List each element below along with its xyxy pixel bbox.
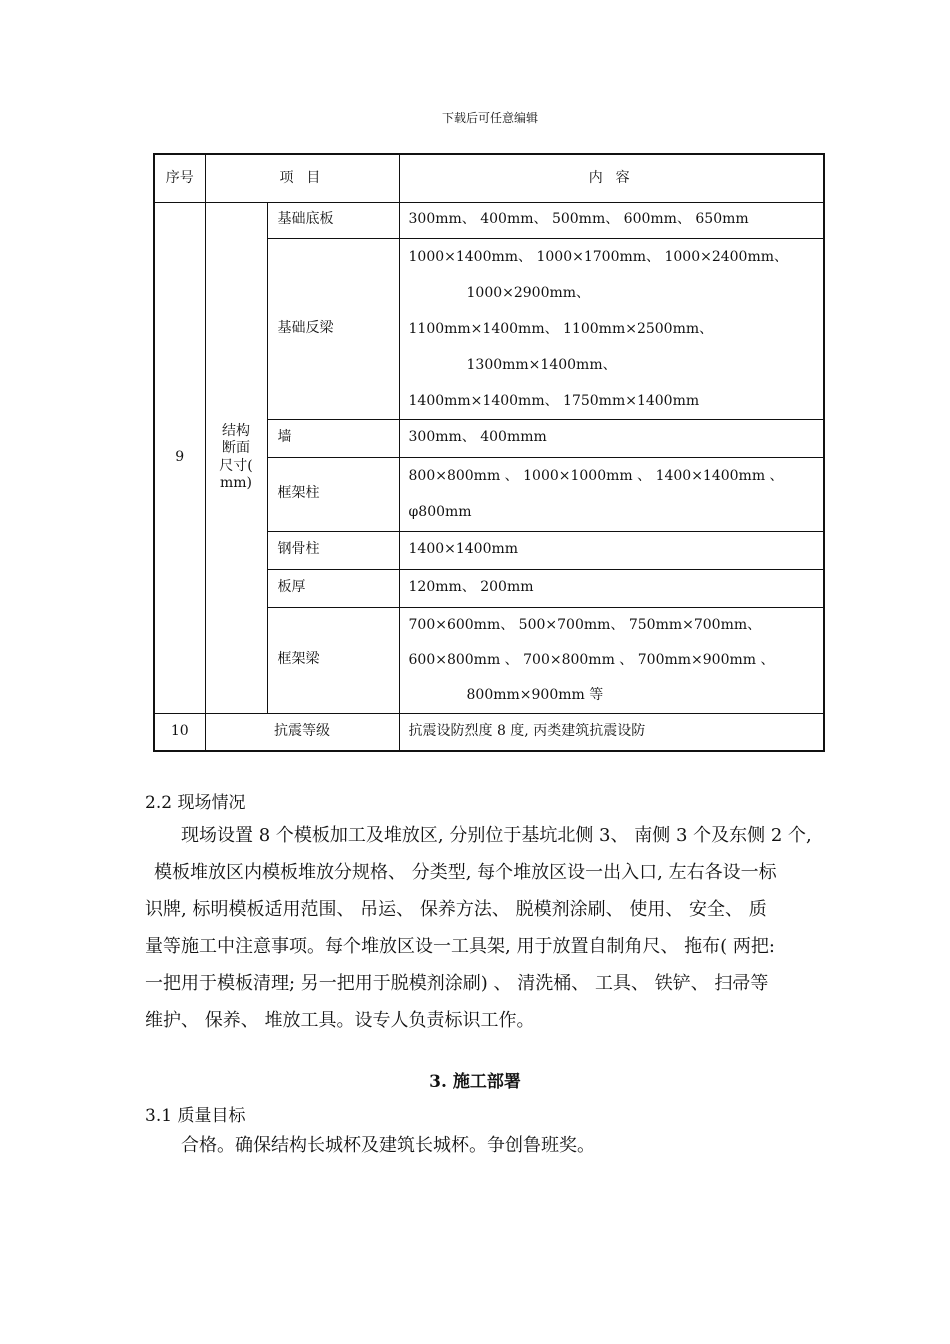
header-num: 序号 [154, 154, 205, 202]
row9-group-label: 结构 断面 尺寸( mm) [205, 202, 267, 713]
section-2-2-body [145, 817, 835, 1039]
section-3-1-body: 合格。确保结构长城杯及建筑长城杯。争创鲁班奖。 [181, 1135, 595, 1156]
row-content: 120mm、 200mm [399, 569, 824, 607]
section-3-title: 3. 施工部署 [429, 1072, 521, 1092]
row-label: 墙 [267, 419, 399, 457]
table-row [154, 713, 824, 751]
row10-num: 10 [154, 713, 205, 751]
table-row [154, 202, 824, 238]
row-label: 基础反梁 [267, 238, 399, 419]
row-content: 1400×1400mm [399, 531, 824, 569]
row-label: 钢骨柱 [267, 531, 399, 569]
paragraph-line: 模板堆放区内模板堆放分规格、 分类型, 每个堆放区设一出入口, 左右各设一标 [154, 862, 777, 883]
row10-content: 抗震设防烈度 8 度, 丙类建筑抗震设防 [399, 713, 824, 751]
row-content: 300mm、 400mmm [399, 419, 824, 457]
row-content: 800×800mm 、 1000×1000mm 、 1400×1400mm 、 φ800mm [399, 457, 824, 531]
row-label: 板厚 [267, 569, 399, 607]
row-content: 700×600mm、 500×700mm、 750mm×700mm、 600×800mm 、 700×800mm 、 700mm×900mm 、 800mm×900mm 等 [399, 607, 824, 713]
paragraph-line: 维护、 保养、 堆放工具。设专人负责标识工作。 [145, 1010, 535, 1031]
row-label: 基础底板 [267, 202, 399, 238]
header-note: 下载后可任意编辑 [441, 111, 538, 125]
row10-item: 抗震等级 [205, 713, 399, 751]
header-content: 内 容 [399, 154, 824, 202]
paragraph-line: 现场设置 8 个模板加工及堆放区, 分别位于基坑北侧 3、 南侧 3 个及东侧 2 个, [181, 825, 812, 846]
section-3-1-title: 3.1 质量目标 [145, 1106, 246, 1126]
table-header-row [154, 154, 824, 202]
section-2-2-title: 2.2 现场情况 [145, 793, 246, 813]
paragraph-line: 一把用于模板清理; 另一把用于脱模剂涂刷) 、 清洗桶、 工具、 铁铲、 扫帚等 [145, 973, 769, 994]
row-label: 框架梁 [267, 607, 399, 713]
paragraph-line: 识牌, 标明模板适用范围、 吊运、 保养方法、 脱模剂涂刷、 使用、 安全、 质 [145, 899, 767, 920]
paragraph-line: 量等施工中注意事项。每个堆放区设一工具架, 用于放置自制角尺、 拖布( 两把: [145, 936, 775, 957]
spec-table [153, 153, 825, 752]
header-item: 项 目 [205, 154, 399, 202]
row9-num: 9 [154, 202, 205, 713]
row-content: 1000×1400mm、 1000×1700mm、 1000×2400mm、 1000×2900mm、 1100mm×1400mm、 1100mm×2500mm、 1300mm×1400mm、 1400mm×1400mm、 1750mm×1400mm [399, 238, 824, 419]
row-content: 300mm、 400mm、 500mm、 600mm、 650mm [399, 202, 824, 238]
row-label: 框架柱 [267, 457, 399, 531]
